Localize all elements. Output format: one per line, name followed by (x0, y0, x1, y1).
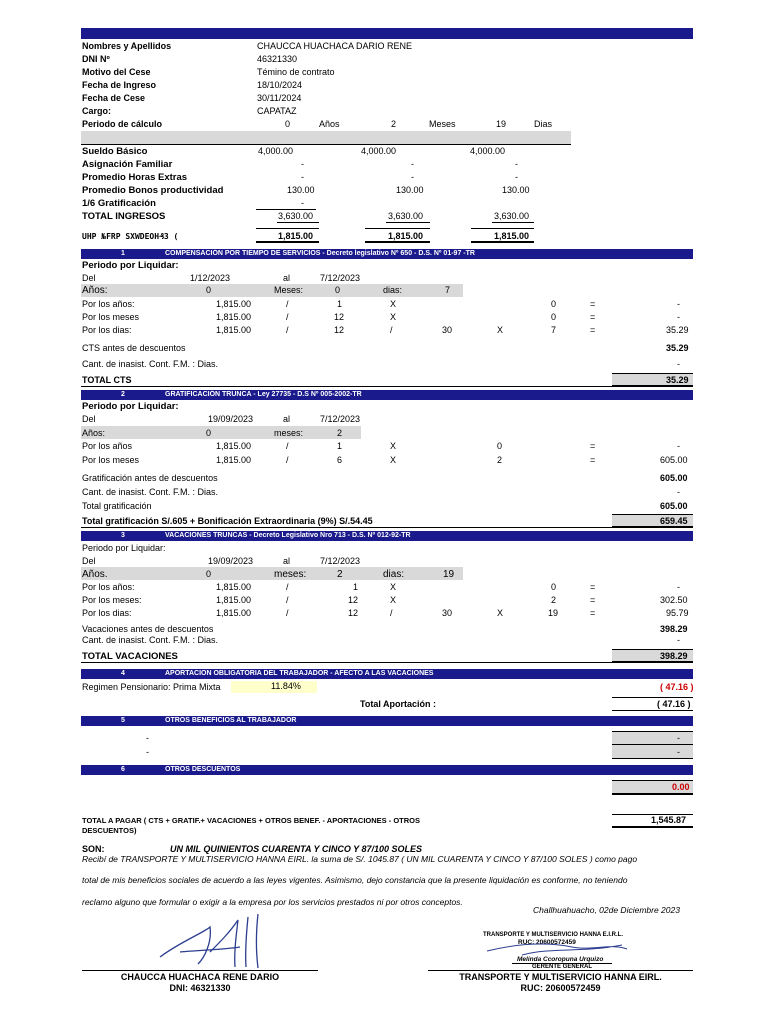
income-value: 4,000.00 (361, 146, 397, 156)
calc-base: 1,815.00 (216, 299, 252, 309)
calc-factor: 19 (548, 608, 559, 618)
benefit-value: - (677, 733, 680, 743)
months-label: meses: (274, 428, 304, 438)
income-value: - (411, 172, 414, 182)
company-name: TRANSPORTE Y MULTISERVICIO HANNA EIRL. (459, 972, 662, 982)
top-header-bar (81, 28, 693, 39)
section-number: 3 (121, 532, 125, 539)
calc-base: 1,815.00 (216, 595, 252, 605)
value-position: CAPATAZ (257, 106, 297, 116)
years-value: 0 (206, 428, 212, 438)
calc-label: Por los años: (82, 582, 135, 592)
stamp-role: GERENTE GENERAL (532, 964, 593, 970)
period-years-label: Años (319, 119, 340, 129)
section-number: 1 (121, 250, 125, 257)
benefit-label: - (146, 733, 149, 743)
section-number: 2 (121, 391, 125, 398)
years-label: Años: (82, 428, 106, 438)
calc-factor: 0 (551, 312, 557, 322)
section-number: 6 (121, 766, 125, 773)
section-benefits-header (81, 716, 693, 726)
benefit-value: - (677, 747, 680, 757)
stamp-ruc: RUC: 20600572459 (518, 939, 576, 946)
employee-name: CHAUCCA HUACHACA RENE DARIO (120, 972, 280, 982)
label-end-date: Fecha de Cese (82, 93, 146, 103)
section-title: COMPENSACIÓN POR TIEMPO DE SERVICIOS - Decreto legislativo Nº 650 - D.S. Nº 01-97 -TR (165, 250, 475, 257)
calc-result: - (677, 312, 680, 322)
calc-result: - (677, 582, 680, 592)
total-vac-label: TOTAL VACACIONES (82, 651, 178, 662)
value-name: CHAUCCA HUACHACA DARIO RENE (257, 41, 413, 51)
section-title: APORTACION OBLIGATORIA DEL TRABAJADOR - AFECTO A LAS VACACIONES (165, 670, 434, 677)
calc-x: X (390, 312, 397, 322)
total-income-value: 3,630.00 (494, 211, 530, 221)
calc-label: Por los años (82, 441, 133, 451)
from-label: Del (82, 273, 96, 283)
value-start-date: 18/10/2024 (257, 80, 303, 90)
years-label: Años. (82, 569, 108, 580)
section-discounts-header (81, 765, 693, 775)
income-value: 130.00 (287, 185, 315, 195)
to-label: al (283, 556, 291, 566)
before-discounts-value: 35.29 (666, 343, 689, 353)
son-label: SON: (82, 844, 105, 854)
to-date: 7/12/2023 (320, 556, 361, 566)
months-label: Meses: (274, 285, 304, 295)
to-date: 7/12/2023 (320, 414, 361, 424)
years-value: 0 (206, 285, 212, 295)
income-value: - (301, 172, 304, 182)
days-value: 7 (445, 285, 451, 295)
calc-result: - (677, 299, 680, 309)
calc-op: / (286, 595, 289, 605)
total-cts-label: TOTAL CTS (82, 375, 132, 385)
calc-x: / (390, 325, 393, 335)
calc-x: / (390, 608, 393, 618)
days-value: 19 (443, 569, 455, 580)
discounts-total: 0.00 (672, 782, 690, 792)
to-label: al (283, 414, 291, 424)
son-text: UN MIL QUINIENTOS CUARENTA Y CINCO Y 87/100 SOLES (170, 844, 423, 854)
section-title: VACACIONES TRUNCAS - Decreto Legislativo Nro 713 - D.S. Nº 012-92-TR (165, 532, 411, 539)
regimen-label: Regimen Pensionario: Prima Mixta (82, 682, 221, 692)
before-discounts-label: CTS antes de descuentos (82, 343, 186, 353)
calc-div: 1 (337, 299, 343, 309)
calc-extra: 30 (442, 608, 453, 618)
stamp-manager-name: Melinda Ccoropuna Urquizo (517, 956, 604, 963)
total-grat-label: Total gratificación (82, 501, 152, 511)
income-value: 4,000.00 (258, 146, 294, 156)
benefit-label: - (146, 747, 149, 757)
calc-eq: = (590, 299, 596, 309)
from-date: 1/12/2023 (190, 273, 231, 283)
employee-signature (150, 912, 280, 972)
total-aport-label: Total Aportación : (360, 699, 436, 709)
section-cts-header (81, 249, 693, 259)
income-label: Promedio Horas Extras (82, 172, 188, 183)
period-days-label: Dias (534, 119, 553, 129)
calc-op: / (286, 325, 289, 335)
calc-div: 12 (334, 325, 345, 335)
income-value: 130.00 (396, 185, 424, 195)
income-value: - (515, 172, 518, 182)
years-value: 0 (206, 569, 212, 579)
section-title: GRATIFICACIÓN TRUNCA - Ley 27735 - D.S Nº 005-2002-TR (165, 391, 362, 398)
income-value: 130.00 (502, 185, 530, 195)
calc-extra: 30 (442, 325, 453, 335)
calc-base: 1,815.00 (216, 312, 252, 322)
section-number: 5 (121, 717, 125, 724)
income-value: - (301, 159, 304, 169)
calc-div: 1 (353, 582, 359, 592)
months-value: 0 (335, 285, 341, 295)
calc-op: / (286, 299, 289, 309)
grand-grat-value: 659.45 (660, 516, 688, 526)
calc-div: 12 (334, 312, 345, 322)
calc-label: Por los meses (82, 312, 140, 322)
value-end-date: 30/11/2024 (257, 93, 302, 103)
total-pay-value: 1,545.87 (651, 815, 687, 825)
total-grat-value: 605.00 (660, 501, 688, 511)
calc-eq: = (590, 441, 596, 451)
income-label: Asignación Familiar (82, 159, 173, 170)
calc-x: X (390, 455, 397, 465)
calc-label: Por los meses: (82, 595, 142, 605)
calc-result: 95.79 (666, 608, 689, 618)
income-value: - (411, 159, 414, 169)
section-aport-header (81, 669, 693, 679)
calc-label: Por los meses (82, 455, 140, 465)
to-label: al (283, 273, 291, 283)
from-date: 19/09/2023 (208, 414, 254, 424)
calc-x: X (390, 299, 397, 309)
calc-base: 1,815.00 (216, 582, 252, 592)
months-label: meses: (274, 569, 307, 580)
company-ruc: RUC: 20600572459 (520, 983, 601, 993)
total-income-label: TOTAL INGRESOS (82, 211, 166, 222)
to-date: 7/12/2023 (320, 273, 361, 283)
calc-result: - (677, 441, 680, 451)
before-discounts-label: Vacaciones antes de descuentos (82, 624, 214, 634)
absences-label: Cant. de inasist. Cont. F.M. : Dias. (82, 487, 219, 497)
regimen-amount: ( 47.16 ) (660, 682, 694, 692)
years-label: Años: (82, 285, 108, 296)
total-vac-value: 398.29 (660, 651, 688, 661)
label-period: Periodo de cálculo (82, 119, 163, 129)
calc-x2: X (497, 608, 504, 618)
period-months: 2 (391, 119, 397, 129)
calc-x: X (390, 441, 397, 451)
half-salary-value: 1,815.00 (278, 231, 314, 241)
income-label: Sueldo Básico (82, 146, 148, 157)
calc-result: 35.29 (666, 325, 689, 335)
calc-x: X (390, 595, 397, 605)
divider (81, 144, 571, 145)
label-dni: DNI Nº (82, 54, 110, 64)
absences-value: - (677, 359, 680, 369)
calc-eq: = (590, 312, 596, 322)
calc-op: / (286, 455, 289, 465)
calc-base: 1,815.00 (216, 455, 252, 465)
calc-base: 1,815.00 (216, 608, 252, 618)
absences-value: - (677, 635, 680, 645)
calc-eq: = (590, 595, 596, 605)
absences-label: Cant. de inasist. Cont. F.M. : Dias. (82, 359, 219, 369)
total-pay-label: TOTAL A PAGAR ( CTS + GRATIF.+ VACACIONES + OTROS BENEF. - APORTACIONES - OTROS DESCUENTOS) (82, 816, 421, 835)
total-income-value: 3,630.00 (388, 211, 424, 221)
calc-label: Por los años: (82, 299, 135, 309)
section-vac-header (81, 531, 693, 541)
section-number: 4 (121, 670, 125, 677)
before-discounts-value: 398.29 (660, 624, 688, 634)
calc-factor: 0 (551, 299, 557, 309)
calc-div: 12 (348, 608, 359, 618)
calc-label: Por los dias: (82, 325, 132, 335)
calc-base: 1,815.00 (216, 441, 252, 451)
grand-grat-label: Total gratificación S/.605 + Bonificación Extraordinaria (9%) S/.54.45 (82, 516, 373, 526)
value-reason: Témino de contrato (257, 67, 335, 77)
calc-op: / (286, 441, 289, 451)
calc-eq: = (590, 325, 596, 335)
calc-result: 302.50 (660, 595, 688, 605)
calc-x: X (390, 582, 397, 592)
months-value: 2 (337, 569, 343, 580)
calc-eq: = (590, 582, 596, 592)
regimen-rate: 11.84% (231, 681, 317, 693)
place-date: Challhuahuacho, 02de Diciembre 2023 (533, 905, 680, 915)
income-value: - (301, 198, 304, 208)
period-years: 0 (285, 119, 291, 129)
half-salary-label: UHP №FRP SXWDEOH₰3 ( (82, 232, 179, 241)
total-income-value: 3,630.00 (278, 211, 314, 221)
label-start-date: Fecha de Ingreso (82, 80, 157, 90)
calc-label: Por los dias: (82, 608, 132, 618)
income-label: Promedio Bonos productividad (82, 185, 224, 196)
absences-value: - (677, 487, 680, 497)
calc-op: / (286, 608, 289, 618)
period-label: Periodo por Liquidar: (82, 543, 166, 553)
calc-div: 1 (337, 441, 343, 451)
period-label: Periodo por Liquidar: (82, 401, 179, 412)
section-grat-header (81, 390, 693, 400)
calc-factor: 0 (497, 441, 503, 451)
value-dni: 46321330 (257, 54, 298, 64)
calc-base: 1,815.00 (216, 325, 252, 335)
absences-label: Cant. de inasist. Cont. F.M. : Dias. (82, 635, 219, 645)
period-months-label: Meses (429, 119, 456, 129)
calc-factor: 2 (551, 595, 557, 605)
period-label: Periodo por Liquidar: (82, 260, 179, 271)
employee-dni: DNI: 46321330 (169, 983, 231, 993)
half-salary-value: 1,815.00 (494, 231, 530, 241)
label-position: Cargo: (82, 106, 111, 116)
before-discounts-label: Gratificación antes de descuentos (82, 473, 218, 483)
months-value: 2 (337, 428, 343, 438)
income-value: 4,000.00 (470, 146, 506, 156)
calc-factor: 7 (551, 325, 557, 335)
gray-spacer (81, 131, 571, 144)
calc-x2: X (497, 325, 504, 335)
income-label: 1/6 Gratificación (82, 198, 156, 209)
stamp-company: TRANSPORTE Y MULTISERVICIO HANNA E.I.R.L. (483, 932, 624, 938)
calc-op: / (286, 582, 289, 592)
declaration-line: Recibí de TRANSPORTE Y MULTISERVICIO HANNA EIRL. la suma de S/. 1045.87 ( UN MIL CUARENTA Y CINCO Y 87/100 SOLES ) como pago (82, 854, 638, 864)
period-days: 19 (496, 119, 507, 129)
declaration-line: reclamo alguno que formular o exigir a la empresa por los servicios prestados ni por otros conceptos. (82, 897, 463, 907)
calc-factor: 0 (551, 582, 557, 592)
section-title: OTROS DESCUENTOS (165, 766, 241, 773)
calc-eq: = (590, 455, 596, 465)
calc-div: 12 (348, 595, 359, 605)
from-label: Del (82, 414, 96, 424)
half-salary-value: 1,815.00 (388, 231, 424, 241)
income-value: - (515, 159, 518, 169)
from-label: Del (82, 556, 96, 566)
calc-op: / (286, 312, 289, 322)
days-label: dias: (383, 569, 405, 580)
calc-eq: = (590, 608, 596, 618)
total-aport-value: ( 47.16 ) (657, 699, 691, 709)
section-title: OTROS BENEFICIOS AL TRABAJADOR (165, 717, 297, 724)
before-discounts-value: 605.00 (660, 473, 688, 483)
calc-div: 6 (337, 455, 343, 465)
calc-result: 605.00 (660, 455, 688, 465)
calc-factor: 2 (497, 455, 503, 465)
declaration-line: total de mis beneficios sociales de acuerdo a las leyes vigentes. Asimismo, dejo constancia que la presente liquidación es conforme, no teniendo (82, 875, 628, 885)
label-name: Nombres y Apellidos (82, 41, 172, 51)
from-date: 19/09/2023 (208, 556, 254, 566)
total-cts-value: 35.29 (666, 375, 689, 385)
days-label: dias: (383, 285, 403, 295)
label-reason: Motivo del Cese (82, 67, 151, 77)
